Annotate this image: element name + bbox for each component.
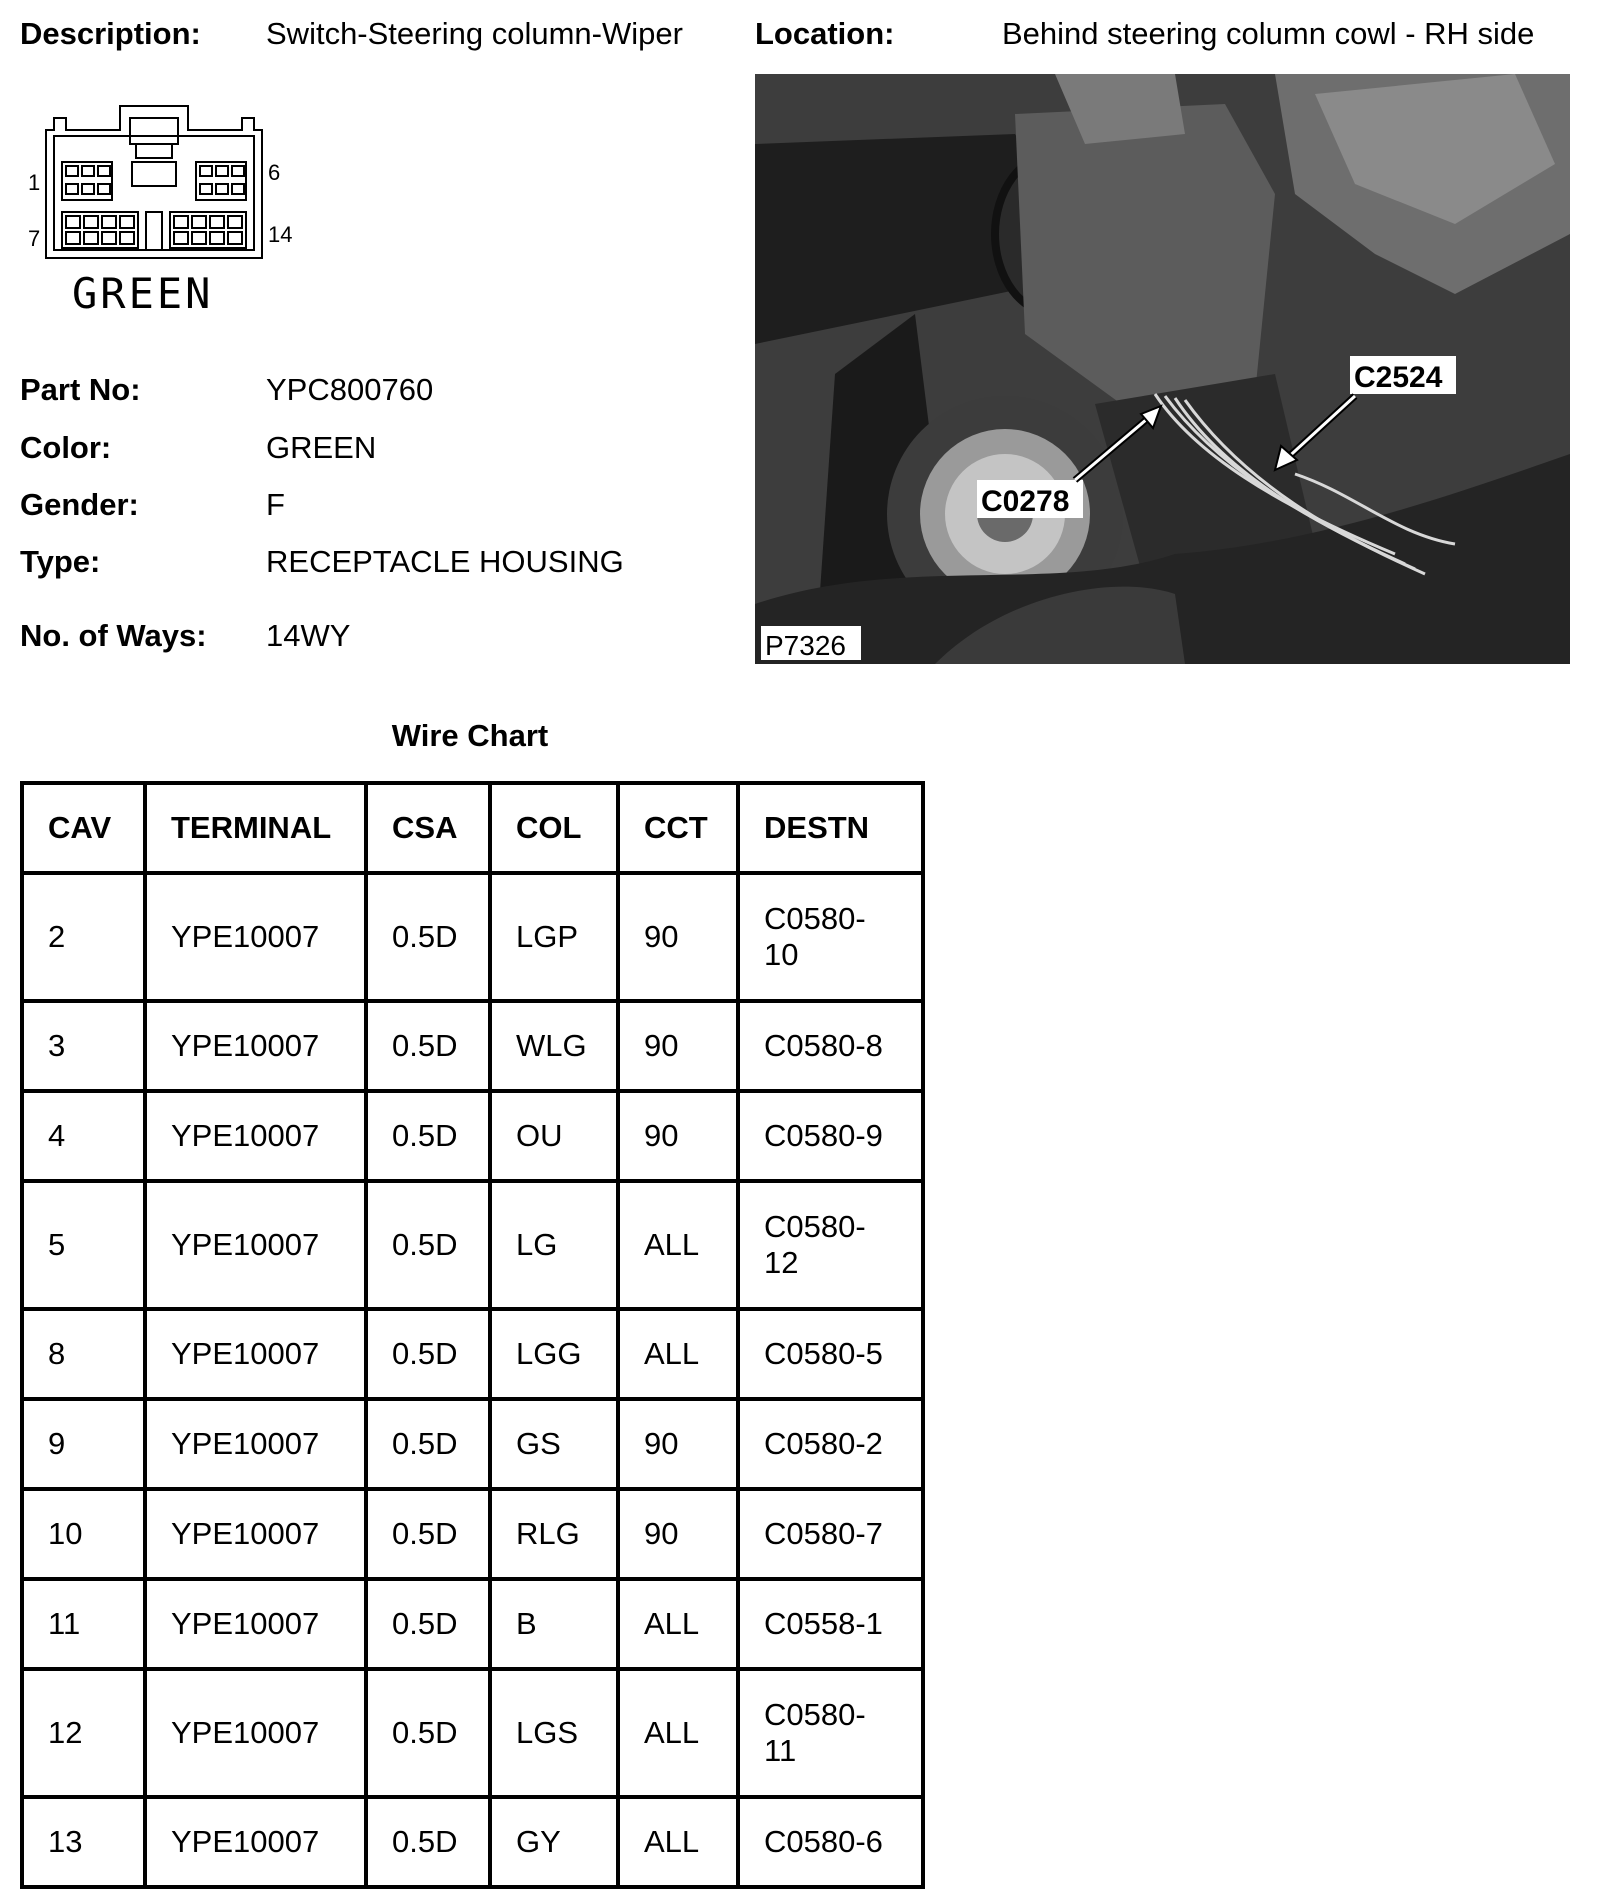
- wire-chart-table: [20, 781, 925, 1889]
- cell-col: LGS: [490, 1669, 618, 1797]
- cell-csa: 0.5D: [366, 1579, 490, 1669]
- cell-csa: 0.5D: [366, 873, 490, 1001]
- cell-terminal: YPE10007: [145, 1091, 366, 1181]
- cell-col: RLG: [490, 1489, 618, 1579]
- photo-reference: P7326: [765, 630, 846, 661]
- cell-csa: 0.5D: [366, 1399, 490, 1489]
- callout-c0278: C0278: [981, 485, 1070, 518]
- cell-col: WLG: [490, 1001, 618, 1091]
- cell-cct: ALL: [618, 1181, 738, 1309]
- cell-terminal: YPE10007: [145, 1309, 366, 1399]
- cell-destn: C0580- 11: [738, 1669, 923, 1797]
- cell-csa: 0.5D: [366, 1489, 490, 1579]
- part-no-value: YPC800760: [266, 372, 434, 407]
- cell-cav: 5: [22, 1181, 145, 1309]
- description-label: Description:: [20, 16, 201, 51]
- cell-destn: C0580- 12: [738, 1181, 923, 1309]
- cell-cct: 90: [618, 1091, 738, 1181]
- cell-cct: ALL: [618, 1309, 738, 1399]
- cell-terminal: YPE10007: [145, 1399, 366, 1489]
- cell-terminal: YPE10007: [145, 1181, 366, 1309]
- header-col: COL: [490, 783, 618, 873]
- cell-col: LGP: [490, 873, 618, 1001]
- cell-cav: 4: [22, 1091, 145, 1181]
- cell-col: GS: [490, 1399, 618, 1489]
- table-row: [22, 1181, 923, 1309]
- callout-c2524: C2524: [1354, 361, 1443, 394]
- table-row: [22, 1489, 923, 1579]
- cell-destn: C0580-9: [738, 1091, 923, 1181]
- cell-cav: 3: [22, 1001, 145, 1091]
- wire-chart-title: Wire Chart: [391, 718, 549, 753]
- cell-cct: 90: [618, 1489, 738, 1579]
- cell-cct: ALL: [618, 1797, 738, 1887]
- cell-cav: 11: [22, 1579, 145, 1669]
- cell-cav: 12: [22, 1669, 145, 1797]
- cell-csa: 0.5D: [366, 1797, 490, 1887]
- ways-label: No. of Ways:: [20, 618, 207, 653]
- table-row: [22, 1001, 923, 1091]
- pin-6-label: 6: [268, 160, 281, 185]
- cell-cct: 90: [618, 1001, 738, 1091]
- cell-destn: C0580-7: [738, 1489, 923, 1579]
- cell-destn: C0580-6: [738, 1797, 923, 1887]
- pin-1-label: 1: [28, 170, 41, 195]
- type-value: RECEPTACLE HOUSING: [266, 544, 624, 579]
- cell-cav: 9: [22, 1399, 145, 1489]
- pin-14-label: 14: [268, 222, 293, 247]
- cell-destn: C0558-1: [738, 1579, 923, 1669]
- table-row: [22, 1091, 923, 1181]
- cell-cct: 90: [618, 1399, 738, 1489]
- cell-col: LGG: [490, 1309, 618, 1399]
- cell-terminal: YPE10007: [145, 1489, 366, 1579]
- cell-terminal: YPE10007: [145, 1669, 366, 1797]
- cell-cav: 13: [22, 1797, 145, 1887]
- cell-terminal: YPE10007: [145, 1579, 366, 1669]
- cell-csa: 0.5D: [366, 1669, 490, 1797]
- location-label: Location:: [755, 16, 895, 51]
- location-value: Behind steering column cowl - RH side: [1002, 16, 1535, 51]
- table-row: [22, 1399, 923, 1489]
- cell-col: OU: [490, 1091, 618, 1181]
- header-terminal: TERMINAL: [145, 783, 366, 873]
- cell-col: LG: [490, 1181, 618, 1309]
- connector-color-text: GREEN: [72, 269, 214, 318]
- header-csa: CSA: [366, 783, 490, 873]
- table-row: [22, 1797, 923, 1887]
- table-row: [22, 1669, 923, 1797]
- cell-csa: 0.5D: [366, 1091, 490, 1181]
- cell-csa: 0.5D: [366, 1181, 490, 1309]
- color-label: Color:: [20, 430, 112, 465]
- ways-value: 14WY: [266, 618, 351, 653]
- gender-value: F: [266, 487, 285, 522]
- cell-col: GY: [490, 1797, 618, 1887]
- cell-destn: C0580-8: [738, 1001, 923, 1091]
- table-row: [22, 1309, 923, 1399]
- cell-destn: C0580-2: [738, 1399, 923, 1489]
- cell-destn: C0580- 10: [738, 873, 923, 1001]
- part-no-label: Part No:: [20, 372, 141, 407]
- connector-face-diagram: [24, 100, 304, 325]
- table-row: [22, 1579, 923, 1669]
- cell-col: B: [490, 1579, 618, 1669]
- pin-7-label: 7: [28, 226, 41, 251]
- wire-chart-header-row: [22, 783, 923, 873]
- cell-cct: 90: [618, 873, 738, 1001]
- cell-terminal: YPE10007: [145, 1797, 366, 1887]
- cell-cav: 10: [22, 1489, 145, 1579]
- cell-cav: 2: [22, 873, 145, 1001]
- cell-cct: ALL: [618, 1579, 738, 1669]
- cell-cav: 8: [22, 1309, 145, 1399]
- cell-csa: 0.5D: [366, 1309, 490, 1399]
- header-cct: CCT: [618, 783, 738, 873]
- type-label: Type:: [20, 544, 101, 579]
- cell-cct: ALL: [618, 1669, 738, 1797]
- table-row: [22, 873, 923, 1001]
- header-cav: CAV: [22, 783, 145, 873]
- cell-destn: C0580-5: [738, 1309, 923, 1399]
- color-value: GREEN: [266, 430, 377, 465]
- location-photo: [755, 74, 1570, 664]
- cell-csa: 0.5D: [366, 1001, 490, 1091]
- gender-label: Gender:: [20, 487, 139, 522]
- header-destn: DESTN: [738, 783, 923, 873]
- cell-terminal: YPE10007: [145, 873, 366, 1001]
- cell-terminal: YPE10007: [145, 1001, 366, 1091]
- description-value: Switch-Steering column-Wiper: [266, 16, 683, 51]
